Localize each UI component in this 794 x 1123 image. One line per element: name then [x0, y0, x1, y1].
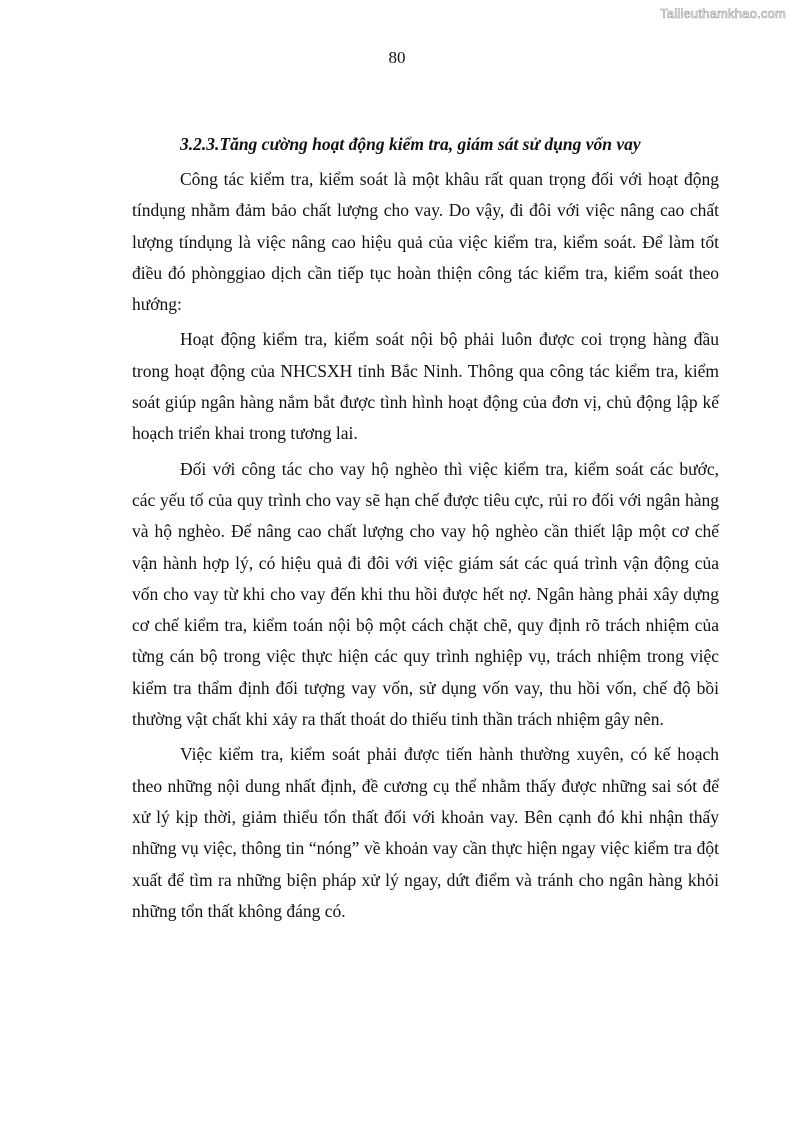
watermark: Tailieuthamkhao.com	[660, 6, 786, 21]
page-number: 80	[388, 48, 406, 67]
paragraph-2: Hoạt động kiểm tra, kiểm soát nội bộ phải luôn được coi trọng hàng đầu trong hoạt động của NHCSXH tỉnh Bắc Ninh. Thông qua công tác kiểm tra, kiểm soát giúp ngân hàng nắm bắt được tình hình hoạt động của đơn vị, chủ động lập kế hoạch triển khai trong tương lai.	[132, 329, 719, 444]
paragraph-1: Công tác kiểm tra, kiểm soát là một khâu rất quan trọng đối với hoạt động tíndụng nhằm đảm bảo chất lượng cho vay. Do vậy, đi đôi với việc nâng cao chất lượng tíndụng là việc nâng cao hiệu quả của việc kiểm tra, kiểm soát. Để làm tốt điều đó phònggiao dịch cần tiếp tục hoàn thiện công tác kiểm tra, kiểm soát theo hướng:	[132, 169, 719, 315]
document-body	[132, 130, 719, 931]
paragraph-4: Việc kiểm tra, kiểm soát phải được tiến hành thường xuyên, có kế hoạch theo những nội dung nhất định, đề cương cụ thể nhằm thấy được những sai sót để xử lý kịp thời, giảm thiểu tổn thất đối với khoản vay. Bên cạnh đó khi nhận thấy những vụ việc, thông tin “nóng” về khoản vay cần thực hiện ngay việc kiểm tra đột xuất để tìm ra những biện pháp xử lý ngay, dứt điểm và tránh cho ngân hàng khỏi những tổn thất không đáng có.	[132, 744, 719, 921]
paragraph-3: Đối với công tác cho vay hộ nghèo thì việc kiểm tra, kiểm soát các bước, các yếu tố của quy trình cho vay sẽ hạn chế được tiêu cực, rủi ro đối với ngân hàng và hộ nghèo. Để nâng cao chất lượng cho vay hộ nghèo cần thiết lập một cơ chế vận hành hợp lý, có hiệu quả đi đôi với việc giám sát các quá trình vận động của vốn cho vay từ khi cho vay đến khi thu hồi được hết nợ. Ngân hàng phải xây dựng cơ chế kiểm tra, kiểm toán nội bộ một cách chặt chẽ, quy định rõ trách nhiệm của từng cán bộ trong việc thực hiện các quy trình nghiệp vụ, trách nhiệm trong việc kiểm tra thẩm định đối tượng vay vốn, sử dụng vốn vay, thu hồi vốn, chế độ bồi thường vật chất khi xảy ra thất thoát do thiếu tinh thần trách nhiệm gây nên.	[132, 458, 719, 730]
section-heading: 3.2.3.Tăng cường hoạt động kiểm tra, giám sát sử dụng vốn vay	[180, 134, 641, 154]
